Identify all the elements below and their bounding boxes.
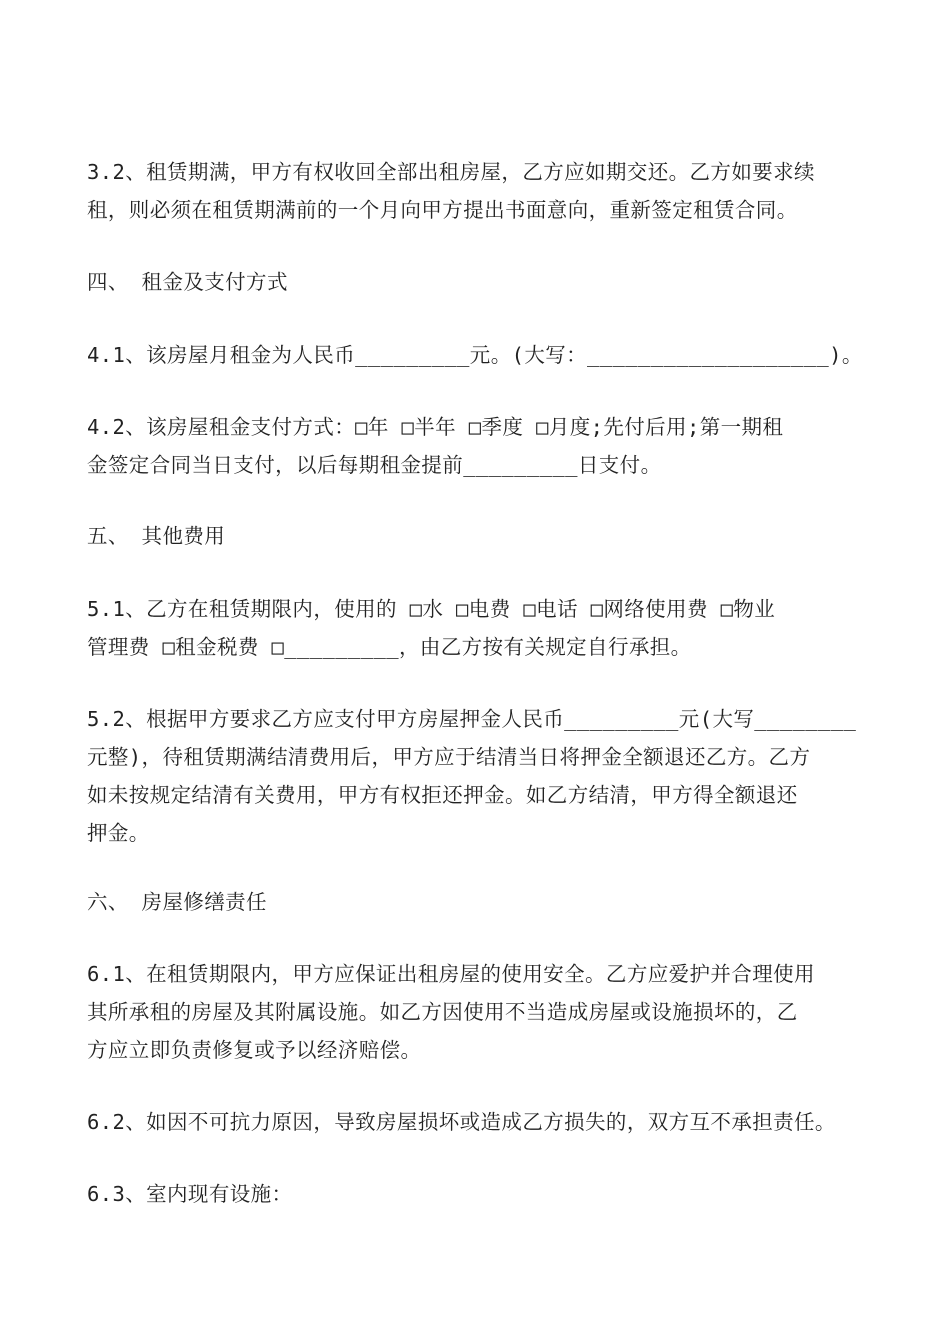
clause-6-1-line-1: 6.1、在租赁期限内，甲方应保证出租房屋的使用安全。乙方应爱护并合理使用: [87, 962, 815, 986]
clause-5-2-line-3: 如未按规定结清有关费用，甲方有权拒还押金。如乙方结清，甲方得全额退还: [87, 783, 798, 807]
clause-5-1-line-1: 5.1、乙方在租赁期限内，使用的 □水 □电费 □电话 □网络使用费 □物业: [87, 597, 776, 621]
clause-6-3-line-1: 6.3、室内现有设施：: [87, 1182, 293, 1206]
section-6-heading: 六、 房屋修缮责任: [87, 890, 267, 914]
clause-4-1-line-1: 4.1、该房屋月租金为人民币_________元。(大写：___________________)。: [87, 343, 863, 367]
clause-6-1-line-3: 方应立即负责修复或予以经济赔偿。: [87, 1038, 422, 1062]
clause-5-2-line-4: 押金。: [87, 821, 150, 845]
section-5-heading: 五、 其他费用: [87, 524, 226, 548]
clause-3-2-line-2: 租，则必须在租赁期满前的一个月向甲方提出书面意向，重新签定租赁合同。: [87, 198, 798, 222]
clause-5-1-line-2: 管理费 □租金税费 □_________，由乙方按有关规定自行承担。: [87, 635, 692, 659]
clause-5-2-line-2: 元整)，待租赁期满结清费用后，甲方应于结清当日将押金全额退还乙方。乙方: [87, 745, 811, 769]
clause-6-2-line-1: 6.2、如因不可抗力原因，导致房屋损坏或造成乙方损失的，双方互不承担责任。: [87, 1110, 836, 1134]
clause-3-2-line-1: 3.2、租赁期满，甲方有权收回全部出租房屋，乙方应如期交还。乙方如要求续: [87, 160, 815, 184]
section-4-heading: 四、 租金及支付方式: [87, 270, 288, 294]
clause-4-2-line-1: 4.2、该房屋租金支付方式：□年 □半年 □季度 □月度;先付后用;第一期租: [87, 415, 784, 439]
clause-5-2-line-1: 5.2、根据甲方要求乙方应支付甲方房屋押金人民币_________元(大写________: [87, 707, 857, 731]
clause-6-1-line-2: 其所承租的房屋及其附属设施。如乙方因使用不当造成房屋或设施损坏的，乙: [87, 1000, 798, 1024]
clause-4-2-line-2: 金签定合同当日支付，以后每期租金提前_________日支付。: [87, 453, 662, 477]
